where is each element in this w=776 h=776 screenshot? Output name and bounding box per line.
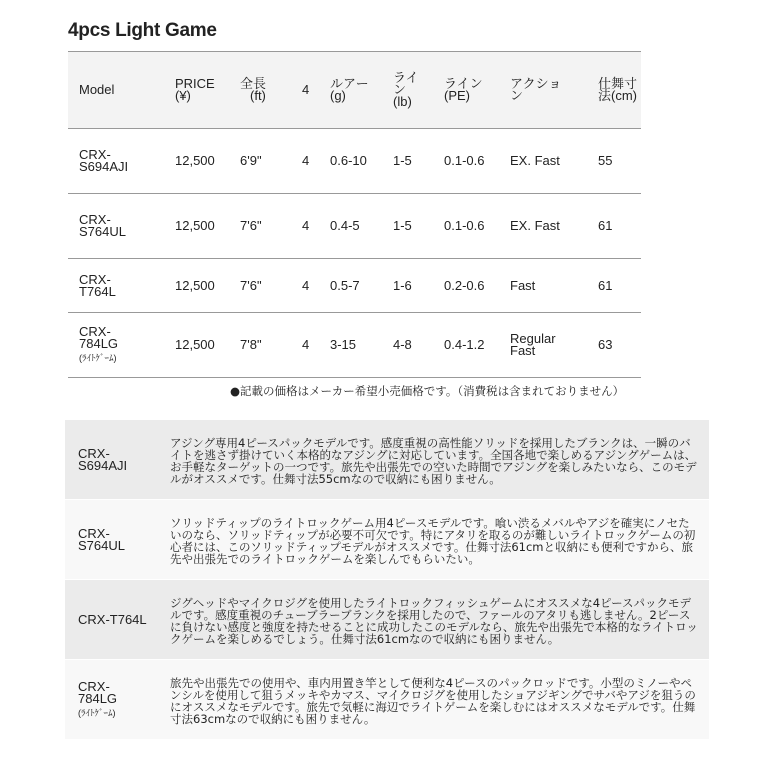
cell-length: 6'9" <box>240 153 262 168</box>
section-title: 4pcs Light Game <box>68 20 217 41</box>
header-action: アクション <box>510 76 562 103</box>
description-text: 旅先や出張先での使用や、車内用置き竿として便利な4ピースのパックロッドです。小型のミノーやペンシルを使用して狙うメッキやカマス、マイクロジグを使用したショアジギングでサバやアジを狙うのにオススメなモデルです。旅先で気軽に海辺でライトゲームを楽しむにはオススメなモデルです。仕舞寸法63cmなので収納にも困りません。 <box>170 676 696 726</box>
cell-line-lb: 1-5 <box>393 153 412 168</box>
description-row <box>65 500 709 580</box>
cell-length: 7'8" <box>240 337 262 352</box>
header-lure: ルアー (g) <box>330 76 369 103</box>
cell-model: CRX-784LG (ﾗｲﾄｹﾞｰﾑ) <box>79 324 119 363</box>
cell-price: 12,500 <box>175 218 215 233</box>
table-row <box>68 259 641 313</box>
cell-pieces: 4 <box>302 337 310 352</box>
table-header <box>68 52 641 129</box>
description-row <box>65 660 709 740</box>
table-row <box>68 194 641 259</box>
spec-table <box>68 51 641 378</box>
description-text: ジグヘッドやマイクロジグを使用したライトロックフィッシュゲームにオススメな4ピースパックモデルです。感度重視のチューブラーブランクを採用したので、ファールのアタリも逃しません。2ピースに負けない感度と強度を持たせることに成功したこのモデルなら、旅先や出張先で本格的なライトロックゲームを楽しめるでしょう。仕舞寸法61cmなので収納にも困りません。 <box>170 596 698 646</box>
cell-action: EX. Fast <box>510 153 560 168</box>
description-row <box>65 580 709 660</box>
cell-line-pe: 0.1-0.6 <box>444 153 485 168</box>
description-text: ソリッドティップのライトロックゲーム用4ピースモデルです。喰い渋るメバルやアジを確実にノセたいのなら、ソリッドティップが必要不可欠です。特にアタリを取るのが難しいライトロックゲームの初心者には、このソリッドティップモデルがオススメです。仕舞寸法61cmと収納にも便利ですから、旅先や出張先でのライトロックゲームを楽しんでもらいたい。 <box>170 516 696 566</box>
cell-closed-length: 55 <box>598 153 613 168</box>
cell-lure: 0.4-5 <box>330 218 360 233</box>
cell-action: Regular Fast <box>510 331 556 358</box>
description-model: CRX-784LG (ﾗｲﾄｹﾞｰﾑ) <box>78 678 118 718</box>
table-row <box>68 129 641 194</box>
cell-closed-length: 63 <box>598 337 613 352</box>
header-line-lb: ライン (lb) <box>393 70 419 109</box>
cell-lure: 0.6-10 <box>330 153 367 168</box>
cell-price: 12,500 <box>175 277 215 293</box>
header-line-pe: ライン (PE) <box>444 76 483 103</box>
cell-length: 7'6" <box>240 218 262 233</box>
cell-length: 7'6" <box>240 277 262 293</box>
cell-line-pe: 0.4-1.2 <box>444 337 485 352</box>
cell-price: 12,500 <box>175 153 215 168</box>
description-list <box>65 420 709 740</box>
header-length: 全長 (ft) <box>240 76 267 103</box>
description-row <box>65 420 709 500</box>
cell-action: EX. Fast <box>510 218 560 233</box>
cell-model: CRX-T764L <box>79 271 116 299</box>
description-model: CRX-S694AJI <box>78 445 128 473</box>
cell-price: 12,500 <box>175 337 215 352</box>
cell-closed-length: 61 <box>598 218 613 233</box>
header-closed-length: 仕舞寸 法(cm) <box>598 76 638 103</box>
cell-model: CRX-S764UL <box>79 212 126 239</box>
price-note: ●記載の価格はメーカー希望小売価格です。（消費税は含まれておりません） <box>230 384 625 398</box>
cell-pieces: 4 <box>302 277 310 293</box>
description-text: アジング専用4ピースパックモデルです。感度重視の高性能ソリッドを採用したブランクは、一瞬のバイトを逃さず掛けていく本格的なアジングに対応しています。全国各地で楽しめるアジングゲームは、お手軽なターゲットの一つです。旅先や出張先での空いた時間でアジングを楽しみたいなら、このモデルがオススメです。仕舞寸法55cmなので収納にも困りません。 <box>170 436 697 486</box>
cell-pieces: 4 <box>302 153 310 168</box>
cell-lure: 0.5-7 <box>330 277 360 293</box>
cell-line-lb: 4-8 <box>393 337 412 352</box>
header-pieces: 4 <box>302 82 310 97</box>
description-model: CRX-T764L <box>78 611 147 627</box>
table-row <box>68 313 641 378</box>
cell-pieces: 4 <box>302 218 310 233</box>
cell-model: CRX-S694AJI <box>79 147 129 174</box>
header-price: PRICE (¥) <box>175 76 215 103</box>
cell-lure: 3-15 <box>330 337 357 352</box>
cell-action: Fast <box>510 277 536 293</box>
cell-closed-length: 61 <box>598 277 613 293</box>
description-model: CRX-S764UL <box>78 525 125 553</box>
cell-line-lb: 1-6 <box>393 277 412 293</box>
cell-line-pe: 0.1-0.6 <box>444 218 485 233</box>
header-model: Model <box>79 82 115 97</box>
cell-line-lb: 1-5 <box>393 218 412 233</box>
cell-line-pe: 0.2-0.6 <box>444 277 485 293</box>
